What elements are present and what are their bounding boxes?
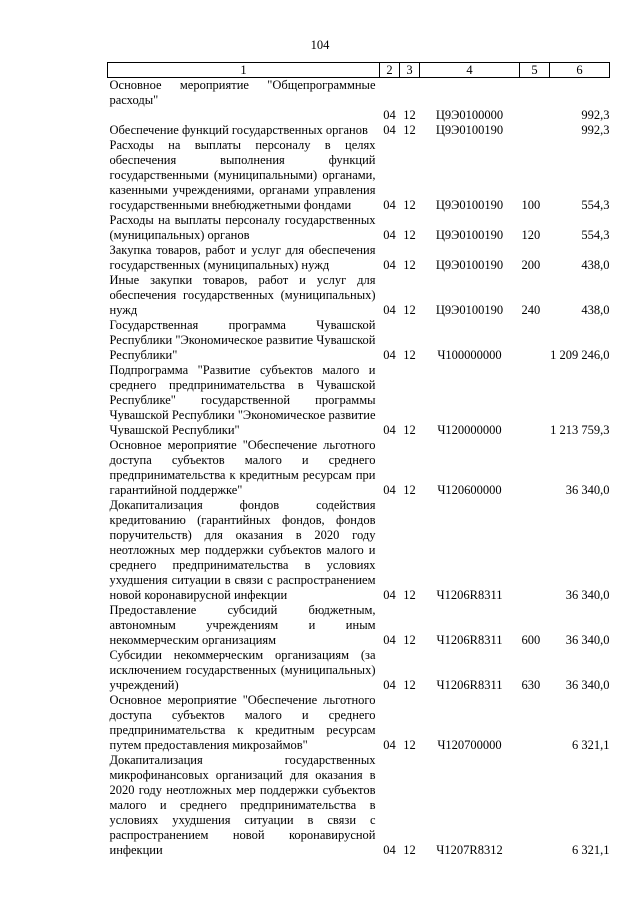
row-target-article (420, 78, 520, 109)
budget-table (107, 62, 610, 858)
row-expense-type: 120 (521, 228, 541, 242)
row-target-article: Ц9Э0100190 (435, 303, 504, 317)
row-amount: 6 321,1 (572, 738, 610, 752)
header-col-5: 5 (520, 63, 550, 78)
row-name: Основное мероприятие "Общепрограммные расходы" (109, 78, 376, 107)
header-row (108, 63, 610, 78)
row-section: 04 (383, 423, 396, 437)
row-amount: 36 340,0 (565, 633, 610, 647)
row-expense-type (520, 318, 550, 363)
row-section (380, 78, 400, 109)
table-row (108, 273, 610, 318)
row-subsection: 12 (403, 348, 416, 362)
header-col-6: 6 (550, 63, 610, 78)
row-section: 04 (383, 843, 396, 857)
row-amount: 992,3 (581, 123, 610, 137)
row-subsection: 12 (403, 588, 416, 602)
header-col-3: 3 (400, 63, 420, 78)
row-subsection: 12 (403, 258, 416, 272)
row-amount: 554,3 (581, 198, 610, 212)
row-name: Обеспечение функций государственных органов (109, 123, 368, 137)
row-section: 04 (383, 633, 396, 647)
row-section: 04 (383, 348, 396, 362)
page-number: 104 (310, 38, 330, 52)
row-amount: 36 340,0 (565, 678, 610, 692)
row-target-article: Ц9Э0100190 (435, 198, 504, 212)
row-amount (550, 78, 610, 109)
header-col-1: 1 (108, 63, 380, 78)
row-subsection: 12 (403, 228, 416, 242)
row-expense-type (520, 108, 550, 123)
row-section: 04 (383, 108, 396, 122)
row-amount: 36 340,0 (565, 483, 610, 497)
table-row (108, 243, 610, 273)
header-col-2: 2 (380, 63, 400, 78)
table-row (108, 108, 610, 123)
row-subsection: 12 (403, 423, 416, 437)
row-name: Закупка товаров, работ и услуг для обеспечения государственных (муниципальных) нужд (109, 243, 376, 272)
table-body (108, 78, 610, 859)
header-col-4: 4 (420, 63, 520, 78)
row-name: Предоставление субсидий бюджетным, автономным учреждениям и иным некоммерческим организациям (109, 603, 376, 647)
table-row (108, 213, 610, 243)
table-row (108, 438, 610, 498)
row-subsection: 12 (403, 843, 416, 857)
row-section: 04 (383, 258, 396, 272)
row-section: 04 (383, 738, 396, 752)
row-name: Докапитализация фондов содействия кредитованию (гарантийных фондов, фондов поручительств) для оказания в 2020 году неотложных мер поддержки субъектов малого и среднего предпринимательства в условиях ухудшения ситуации в связи с распространением новой коронавирусной инфекции (109, 498, 376, 602)
row-amount: 1 213 759,3 (550, 423, 610, 437)
row-amount: 992,3 (581, 108, 610, 122)
table-row (108, 603, 610, 648)
row-subsection: 12 (403, 738, 416, 752)
row-name: Государственная программа Чувашской Республики "Экономическое развитие Чувашской Республики" (109, 318, 376, 362)
row-expense-type: 240 (521, 303, 541, 317)
row-target-article: Ч120700000 (437, 738, 502, 752)
row-section: 04 (383, 678, 396, 692)
row-subsection: 12 (403, 123, 416, 137)
table-row (108, 693, 610, 753)
row-section: 04 (383, 588, 396, 602)
table-row (108, 138, 610, 213)
row-name: Иные закупки товаров, работ и услуг для обеспечения государственных (муниципальных) нужд (109, 273, 376, 317)
table-row (108, 753, 610, 858)
row-amount: 554,3 (581, 228, 610, 242)
row-target-article: Ц9Э0100000 (435, 108, 504, 122)
row-expense-type: 200 (521, 258, 541, 272)
row-subsection: 12 (403, 108, 416, 122)
row-section: 04 (383, 483, 396, 497)
row-target-article: Ц9Э0100190 (435, 258, 504, 272)
row-amount: 36 340,0 (565, 588, 610, 602)
row-expense-type: 100 (521, 198, 541, 212)
row-expense-type (520, 693, 550, 753)
row-name: Расходы на выплаты персоналу государственных (муниципальных) органов (109, 213, 376, 242)
row-expense-type: 630 (521, 678, 541, 692)
row-name (108, 108, 380, 123)
row-name: Расходы на выплаты персоналу в целях обеспечения выполнения функций государственными (муниципальными) органами, казенными учреждениями, органами управления государственными внебюджетными фондами (109, 138, 376, 212)
row-target-article: Ц9Э0100190 (435, 123, 504, 137)
row-target-article: Ч1207R8312 (436, 843, 503, 857)
row-subsection (400, 78, 420, 109)
table-row (108, 78, 610, 109)
row-expense-type (520, 363, 550, 438)
row-name: Основное мероприятие "Обеспечение льготного доступа субъектов малого и среднего предпринимательства к кредитным ресурсам путем предоставления микрозаймов" (109, 693, 376, 752)
row-expense-type: 600 (521, 633, 541, 647)
row-name: Докапитализация государственных микрофинансовых организаций для оказания в 2020 году неотложных мер поддержки субъектов малого и среднего предпринимательства в условиях ухудшения ситуации в связи с распространением новой коронавирусной инфекции (109, 753, 376, 857)
table-row (108, 363, 610, 438)
row-target-article: Ц9Э0100190 (435, 228, 504, 242)
row-target-article: Ч120000000 (437, 423, 502, 437)
row-subsection: 12 (403, 633, 416, 647)
row-target-article: Ч1206R8311 (436, 633, 503, 647)
row-target-article: Ч100000000 (437, 348, 502, 362)
row-expense-type (520, 78, 550, 109)
row-name: Субсидии некоммерческим организациям (за исключением государственных (муниципальных) учреждений) (109, 648, 376, 692)
row-expense-type (520, 753, 550, 858)
row-expense-type (520, 123, 550, 138)
row-expense-type (520, 438, 550, 498)
row-section: 04 (383, 228, 396, 242)
row-target-article: Ч1206R8311 (436, 588, 503, 602)
row-subsection: 12 (403, 198, 416, 212)
row-amount: 6 321,1 (572, 843, 610, 857)
table-row (108, 648, 610, 693)
row-target-article: Ч120600000 (437, 483, 502, 497)
row-target-article: Ч1206R8311 (436, 678, 503, 692)
row-name: Основное мероприятие "Обеспечение льготного доступа субъектов малого и среднего предпринимательства к кредитным ресурсам при гарантийной поддержке" (109, 438, 376, 497)
row-section: 04 (383, 198, 396, 212)
table-row (108, 123, 610, 138)
row-section: 04 (383, 303, 396, 317)
row-name: Подпрограмма "Развитие субъектов малого и среднего предпринимательства в Чувашской Республике" государственной программы Чувашской Республики "Экономическое развитие Чувашской Республики" (109, 363, 376, 437)
row-subsection: 12 (403, 303, 416, 317)
row-amount: 438,0 (581, 303, 610, 317)
row-amount: 438,0 (581, 258, 610, 272)
table-row (108, 498, 610, 603)
row-section: 04 (383, 123, 396, 137)
table-row (108, 318, 610, 363)
row-amount: 1 209 246,0 (550, 348, 610, 362)
row-subsection: 12 (403, 483, 416, 497)
row-expense-type (520, 498, 550, 603)
row-subsection: 12 (403, 678, 416, 692)
